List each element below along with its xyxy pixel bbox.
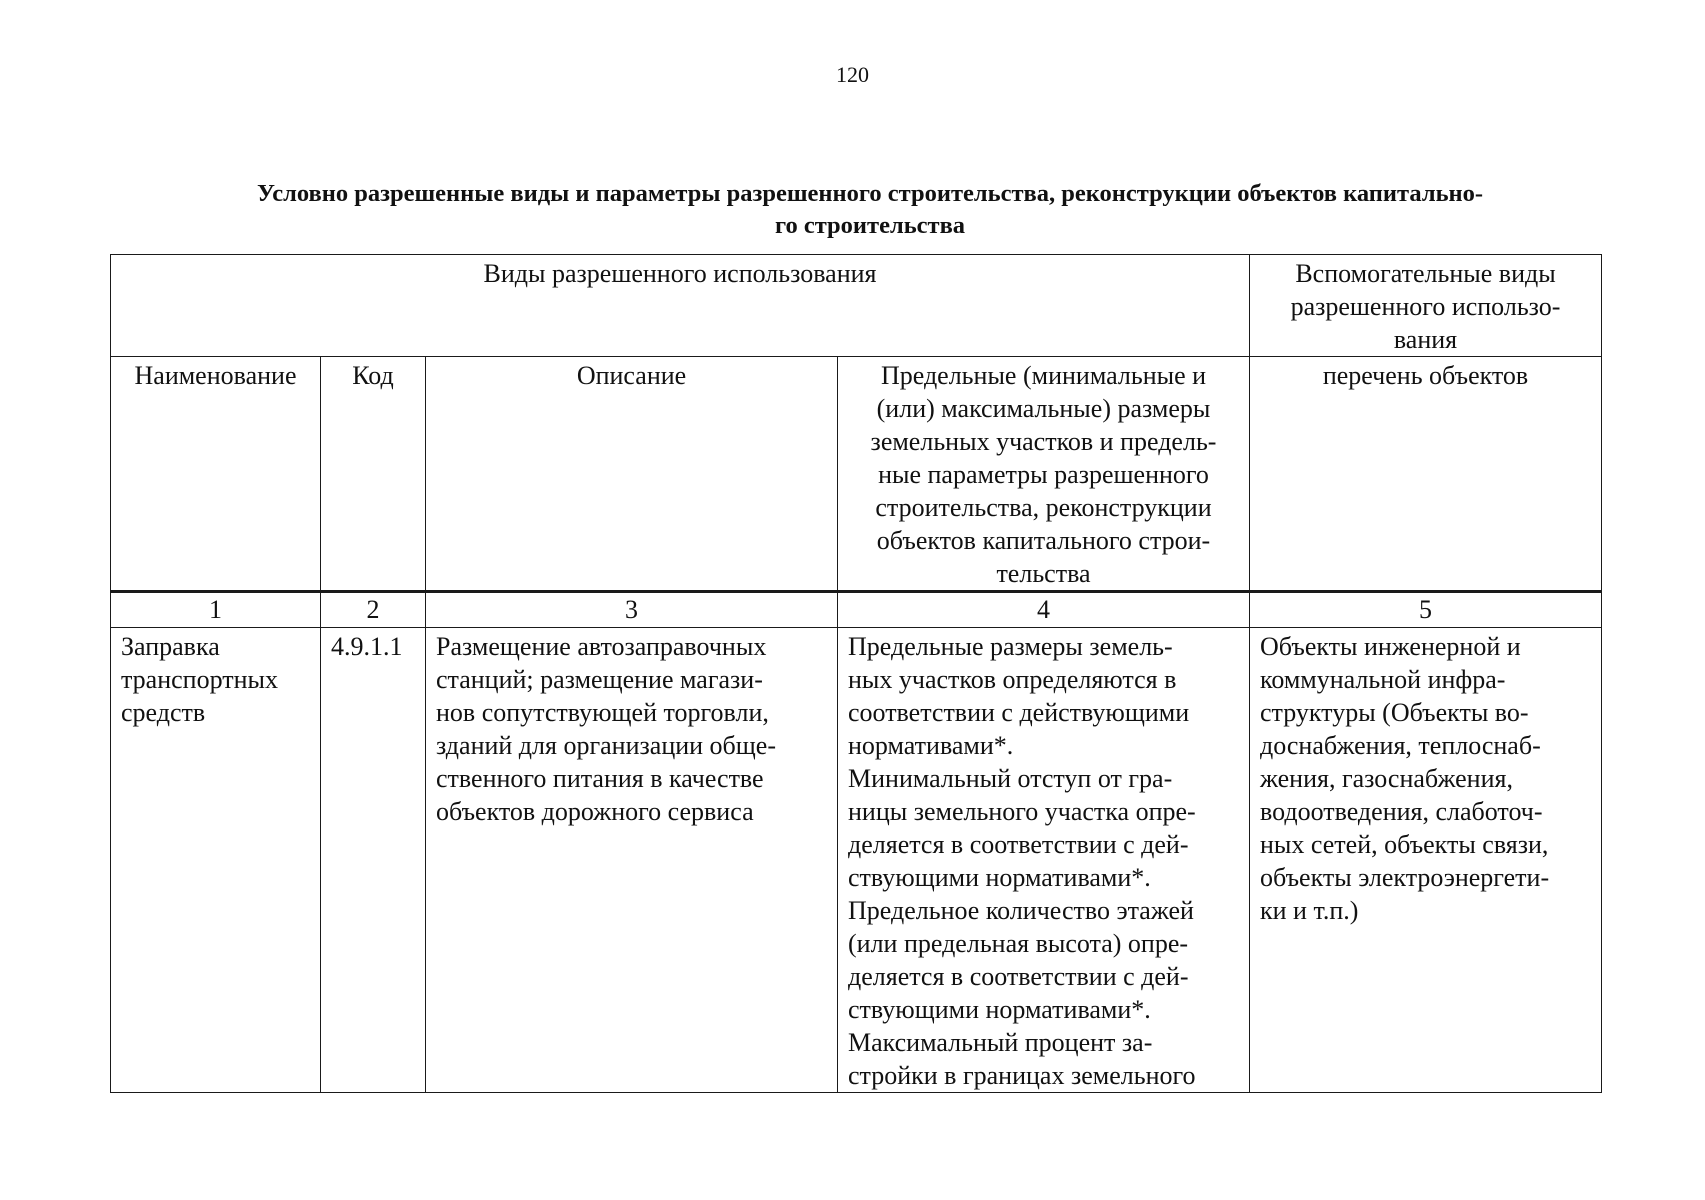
group-header-main: Виды разрешенного использования <box>111 255 1250 357</box>
text-line: ствующими нормативами*. <box>848 863 1151 892</box>
text-line: доснабжения, теплоснаб- <box>1260 731 1541 760</box>
regulations-table <box>110 254 1602 1093</box>
cell-limits-lines <box>848 630 1239 1092</box>
cell-description-lines <box>436 630 827 828</box>
column-header-name: Наименование <box>111 357 321 592</box>
document-title-line: Условно разрешенные виды и параметры разрешенного строительства, реконструкции объектов капитально- <box>256 180 1484 207</box>
cell-name <box>111 628 321 1093</box>
text-line: объектов дорожного сервиса <box>436 797 754 826</box>
text-line: Вспомогательные виды <box>1295 259 1556 288</box>
column-header-limits-lines <box>848 359 1239 590</box>
text-line: ных сетей, объекты связи, <box>1260 830 1549 859</box>
text-line: структуры (Объекты во- <box>1260 698 1529 727</box>
column-number-row <box>111 592 1602 628</box>
text-line: зданий для организации обще- <box>436 731 777 760</box>
text-line: ки и т.п.) <box>1260 896 1359 925</box>
cell-objects <box>1250 628 1602 1093</box>
text-line: жения, газоснабжения, <box>1260 764 1513 793</box>
text-line: тельства <box>996 559 1091 588</box>
text-line: (или предельная высота) опре- <box>848 929 1189 958</box>
column-number: 5 <box>1250 592 1602 628</box>
text-line: коммунальной инфра- <box>1260 665 1506 694</box>
cell-code: 4.9.1.1 <box>321 628 426 1093</box>
group-header-row <box>111 255 1602 357</box>
text-line: средств <box>121 698 206 727</box>
text-line: земельных участков и предель- <box>870 427 1217 456</box>
column-header-row <box>111 357 1602 592</box>
group-header-aux <box>1250 255 1602 357</box>
text-line: ственного питания в качестве <box>436 764 764 793</box>
text-line: Размещение автозаправочных <box>436 632 767 661</box>
column-header-description: Описание <box>426 357 838 592</box>
column-number: 3 <box>426 592 838 628</box>
text-line: Заправка <box>121 632 220 661</box>
cell-limits <box>838 628 1250 1093</box>
text-line: Предельное количество этажей <box>848 896 1194 925</box>
text-line: ные параметры разрешенного <box>878 460 1209 489</box>
text-line: Максимальный процент за- <box>848 1028 1153 1057</box>
column-header-objects: перечень объектов <box>1250 357 1602 592</box>
document-title-line: го строительства <box>774 212 966 239</box>
table-row <box>111 628 1602 1093</box>
page-number: 120 <box>836 62 869 87</box>
column-header-code: Код <box>321 357 426 592</box>
column-header-limits <box>838 357 1250 592</box>
group-header-aux-lines <box>1260 257 1591 356</box>
text-line: Предельные размеры земель- <box>848 632 1173 661</box>
cell-name-lines <box>121 630 310 729</box>
column-number: 1 <box>111 592 321 628</box>
text-line: объекты электроэнергети- <box>1260 863 1550 892</box>
text-line: ствующими нормативами*. <box>848 995 1151 1024</box>
text-line: Минимальный отступ от гра- <box>848 764 1173 793</box>
document-title <box>150 178 1590 242</box>
text-line: деляется в соответствии с дей- <box>848 830 1189 859</box>
text-line: Предельные (минимальные и <box>880 361 1207 390</box>
text-line: станций; размещение магази- <box>436 665 763 694</box>
text-line: ницы земельного участка опре- <box>848 797 1196 826</box>
column-number: 4 <box>838 592 1250 628</box>
text-line: соответствии с действующими <box>848 698 1190 727</box>
text-line: нормативами*. <box>848 731 1014 760</box>
text-line: водоотведения, слаботоч- <box>1260 797 1543 826</box>
text-line: (или) максимальные) размеры <box>876 394 1211 423</box>
text-line: нов сопутствующей торговли, <box>436 698 769 727</box>
cell-description <box>426 628 838 1093</box>
text-line: ных участков определяются в <box>848 665 1177 694</box>
text-line: вания <box>1393 325 1458 354</box>
text-line: разрешенного использо- <box>1290 292 1561 321</box>
text-line: деляется в соответствии с дей- <box>848 962 1189 991</box>
text-line: строительства, реконструкции <box>875 493 1212 522</box>
column-number: 2 <box>321 592 426 628</box>
text-line: Объекты инженерной и <box>1260 632 1521 661</box>
text-line: транспортных <box>121 665 278 694</box>
text-line: объектов капитального строи- <box>876 526 1211 555</box>
text-line: стройки в границах земельного <box>848 1061 1196 1090</box>
cell-objects-lines <box>1260 630 1591 927</box>
